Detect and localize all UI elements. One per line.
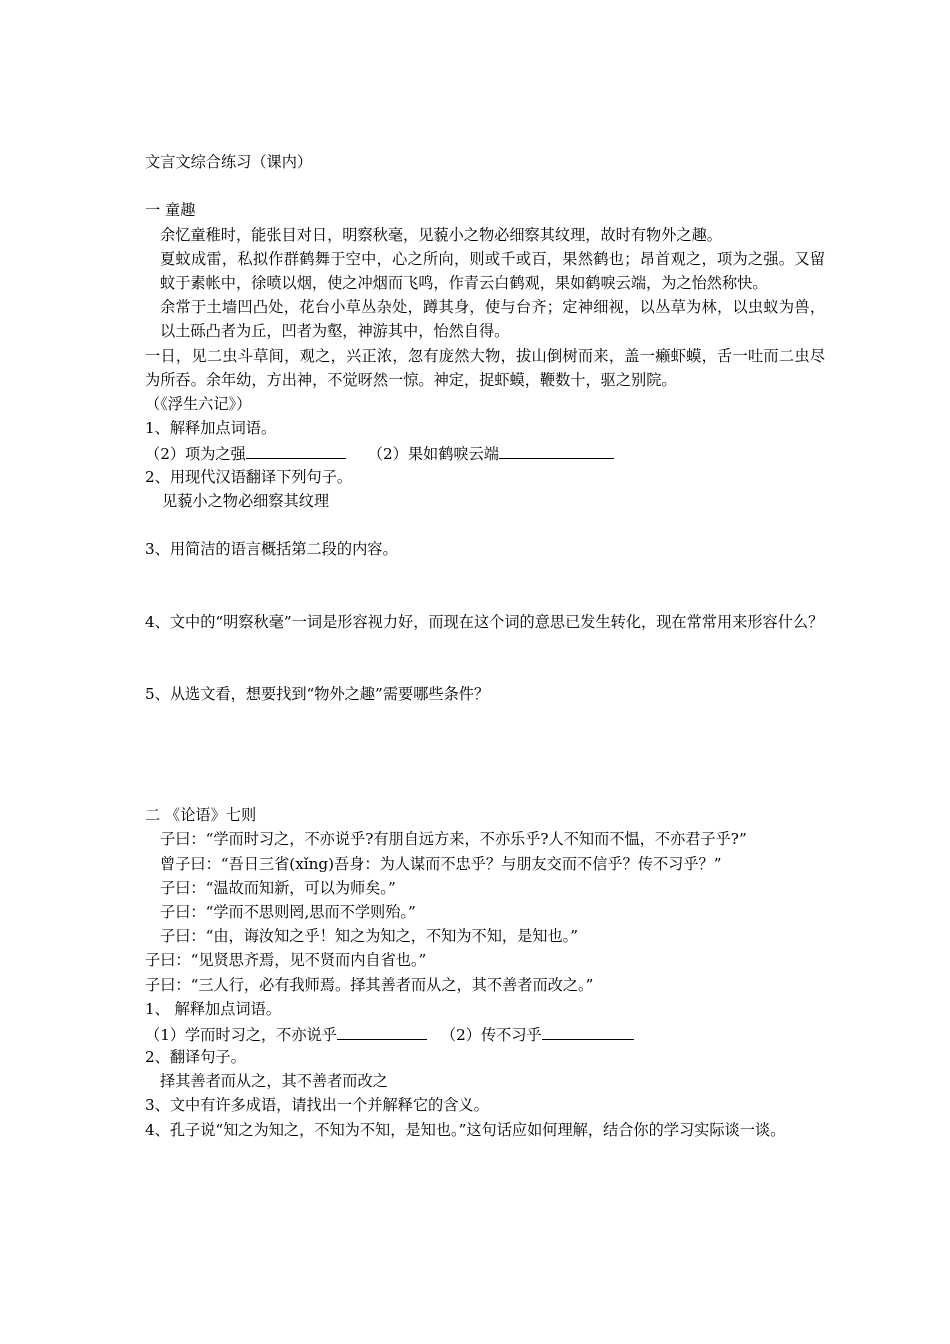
answer-blank[interactable] — [499, 440, 614, 459]
quote-line: 子曰：“由，诲汝知之乎！知之为知之，不知为不知，是知也。” — [160, 927, 578, 946]
sentence-to-translate: 择其善者而从之，其不善者而改之 — [160, 1072, 388, 1091]
answer-blank[interactable] — [337, 1021, 427, 1040]
subitem-label: （1）学而时习之，不亦说乎 — [145, 1025, 337, 1044]
question: 4、文中的“明察秋毫”一词是形容视力好，而现在这个词的意思已发生转化，现在常常用来形容什么？ — [145, 612, 824, 631]
page-title: 文言文综合练习（课内） — [145, 153, 313, 171]
quote-line: 子曰：“温故而知新，可以为师矣。” — [160, 878, 396, 897]
section-heading: 二 《论语》七则 — [145, 806, 257, 825]
sentence-to-translate: 见藐小之物必细察其纹理 — [162, 491, 330, 510]
paragraph: 夏蚊成雷，私拟作群鹤舞于空中，心之所向，则或千或百，果然鹤也；昂首观之，项为之强。又留蚊于素帐中，徐喷以烟，使之冲烟而飞鸣，作青云白鹤观，果如鹤唳云端，为之怡然称快。 — [160, 249, 825, 292]
source-citation: （《浮生六记》） — [145, 394, 252, 413]
quote-line: 子曰：“见贤思齐焉，见不贤而内自省也。” — [145, 951, 427, 970]
section-heading: 一 童趣 — [145, 201, 196, 220]
question: 1、 解释加点词语。 — [145, 999, 281, 1018]
quote-line: 曾子曰：“吾日三省(xǐng)吾身：为人谋而不忠乎？与朋友交而不信乎？传不习乎？” — [160, 854, 722, 873]
quote-line: 子曰：“三人行，必有我师焉。择其善者而从之，其不善者而改之。” — [145, 975, 594, 994]
subitem-label: （2）项为之强 — [145, 445, 246, 464]
question-subitems — [145, 1021, 825, 1045]
question: 4、孔子说“知之为知之，不知为不知，是知也。”这句话应如何理解，结合你的学习实际谈一谈。 — [145, 1120, 786, 1139]
question: 2、用现代汉语翻译下列句子。 — [145, 467, 353, 486]
question: 2、翻译句子。 — [145, 1048, 246, 1067]
document-body — [145, 150, 825, 1142]
question: 1、解释加点词语。 — [145, 419, 277, 438]
question-subitems — [145, 440, 825, 464]
question: 3、文中有许多成语，请找出一个并解释它的含义。 — [145, 1096, 489, 1115]
answer-blank[interactable] — [542, 1021, 634, 1040]
subitem-label: （2）传不习乎 — [440, 1025, 542, 1044]
quote-line: 子曰：“学而不思则罔,思而不学则殆。” — [160, 902, 416, 921]
paragraph: 余常于土墙凹凸处，花台小草丛杂处，蹲其身，使与台齐；定神细视，以丛草为林，以虫蚁为兽，以土砾凸者为丘，凹者为壑，神游其中，怡然自得。 — [160, 298, 825, 341]
question: 3、用简洁的语言概括第二段的内容。 — [145, 540, 398, 559]
paragraph: 一日，见二虫斗草间，观之，兴正浓，忽有庞然大物，拔山倒树而来，盖一癞虾蟆，舌一吐而二虫尽为所吞。余年幼，方出神，不觉呀然一惊。神定，捉虾蟆，鞭数十，驱之别院。 — [145, 346, 825, 389]
paragraph: 余忆童稚时，能张目对日，明察秋毫，见藐小之物必细察其纹理，故时有物外之趣。 — [160, 225, 722, 244]
question: 5、从选文看，想要找到“物外之趣”需要哪些条件？ — [145, 685, 490, 704]
answer-blank[interactable] — [246, 440, 346, 459]
subitem-label: （2）果如鹤唳云端 — [367, 445, 499, 464]
quote-line: 子曰：“学而时习之，不亦说乎?有朋自远方来，不亦乐乎?人不知而不愠，不亦君子乎?” — [160, 830, 747, 849]
